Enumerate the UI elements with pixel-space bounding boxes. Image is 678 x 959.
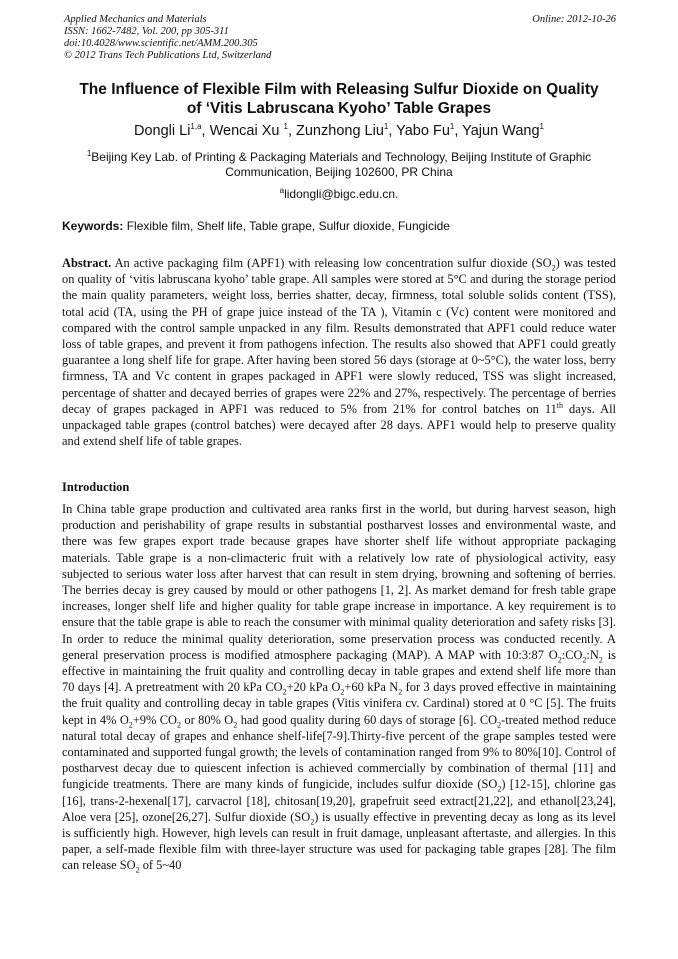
paper-title [62,80,616,118]
affil-mark: 1 [86,149,92,158]
keywords-label: Keywords: [62,219,124,233]
author-name: Yabo Fu [396,123,450,139]
online-date: Online: 2012-10-26 [532,14,616,25]
keywords-text: Flexible film, Shelf life, Table grape, Sulfur dioxide, Fungicide [123,219,450,233]
email-address[interactable]: lidongli@bigc.edu.cn. [284,187,399,201]
title-line-1: The Influence of Flexible Film with Releasing Sulfur Dioxide on Quality [79,81,599,98]
author-name: Zunzhong Liu [296,123,384,139]
journal-header [64,14,271,62]
author-name: Wencai Xu [209,123,284,139]
keywords [62,219,616,234]
doi-line[interactable]: doi:10.4028/www.scientific.net/AMM.200.305 [64,38,258,49]
affil-line-2: Communication, Beijing 102600, PR China [225,165,453,179]
author-name: Yajun Wang [462,123,540,139]
introduction-body: In China table grape production and cultivated area ranks first in the world, but during harvest season, high production and perishability of grape results in substantial postharvest losses and environmental waste, and there was few grapes export trade because grapes have shorter shelf life without appropriate packaging materials. Table grape is a non-climacteric fruit with a relatively low rate of physiological activity, easy subjected to serious water loss after harvest that can result in stem drying, browning and softening of berries. The berries decay is grey caused by mould or other pathogens [1, 2]. As market demand for fresh table grape increases, longer shelf life and higher quality for table grape increase in importance. A key requirement is to ensure that the table grape is able to reach the consumer with minimal quality deterioration and safety risks [3]. In order to reduce the minimal quality deterioration, some preservation process was conducted recently. A general preservation process is modified atmosphere packaging (MAP). A MAP with 10:3:87 $O_2:CO_2:N_2$ is effective in maintaining the fruit quality and controlling decay in table grapes and extend shelf life more than 70 days [4]. A pretreatment with 20 kPa $CO_2+20$ kPa $O_2+60$ kPa $N_2$ for 3 days proved effective in maintaining the fruit quality and controlling decay in table grapes (Vitis vinifera cv. Cardinal) stored at 0 °C [5]. The fruits kept in 4% $O_2+9\%$ $CO_2$ or 80% $O_2$ had good quality during 60 days of storage [6]. $CO_2$-treated method reduce natural total decay of grapes and enhance shelf-life[7-9].Thirty-five percent of the grape samples tested were contaminated and supported fungal growth; the levels of contamination ranged from 9% to 80%[10]. Control of postharvest decay due to quiescent infection is achieved commercially by combination of thermal [11] and fungicide treatments. There are many kinds of fungicide, includes sulfur dioxide $(SO_2)$ [12-15], chlorine gas [16], trans-2-hexenal[17], carvacrol [18], chitosan[19,20], grapefruit seed extract[21,22], and ethanol[23,24], Aloe vera [25], ozone[26,27]. Sulfur dioxide $(SO_2)$ is usually effective in preventing decay as long as its level is sufficiently high. However, high levels can result in fruit damage, unpleasant aftertaste, and allergies. In this paper, a self-made flexible film with three-layer structure was used for packaging table grapes [28]. The film can release $SO_2$ of 5~40 [62,502,617,875]
author-affil-mark: 1 [449,122,455,132]
affiliation [62,150,616,180]
corresponding-email [62,187,616,202]
author-name: Dongli Li [134,123,191,139]
author-affil-mark: 1,a [190,122,202,132]
issn-line: ISSN: 1662-7482, Vol. 200, pp 305-311 [64,26,229,37]
title-line-2: of ‘Vitis Labruscana Kyoho’ Table Grapes [186,100,492,117]
author-affil-mark: 1 [539,122,544,132]
journal-name: Applied Mechanics and Materials [64,14,207,25]
email-mark: a [279,186,285,195]
abstract-label: Abstract. [62,256,112,270]
affil-line-1: Beijing Key Lab. of Printing & Packaging Materials and Technology, Beijing Institute of Graphic [91,150,592,164]
abstract: Abstract. An active packaging film (APF1) with releasing low concentration sulfur dioxide $(SO_2)$ was tested on quality of ‘vitis labruscana kyoho’ table grape. All samples were stored at 5°C and during the storage period the main quality parameters, weight loss, berries shatter, decay, firmness, total soluble solids content (TSS), total acid (TA, using the PH of grape juice instead of the TA ), Vitamin c (Vc) content were monitored and compared with the control sample unpacked in any film. Results demonstrated that APF1 could reduce water loss of table grapes, and prevent it from pathogens infection. The results also showed that APF1 could greatly guarantee a long shelf life for grape. After having been stored 56 days (storage at 0~5°C), the water loss, berry firmness, TA and Vc content in grapes packaged in APF1 were slowly reduced, TSS was slight increased, percentage of shatter and decayed berries of grapes were 22% and 27%, respectively. The percentage of berries decay of grapes packaged in APF1 was reduced to 5% from 21% for control batches on 11th days. All unpackaged table grapes (control batches) were decayed after 28 days. APF1 would help to preserve quality and extend shelf life of table grapes. [62,256,616,449]
author-affil-mark: 1 [383,122,389,132]
author-list: Dongli Li$^{1,a}$, Wencai Xu $^1$, Zunzhong Liu$^1$, Yabo Fu$^1$, Yajun Wang$^1$ [134,122,544,139]
introduction-heading: Introduction [62,480,130,494]
author-affil-mark: 1 [283,122,288,132]
copyright-line: © 2012 Trans Tech Publications Ltd, Switzerland [64,50,272,61]
